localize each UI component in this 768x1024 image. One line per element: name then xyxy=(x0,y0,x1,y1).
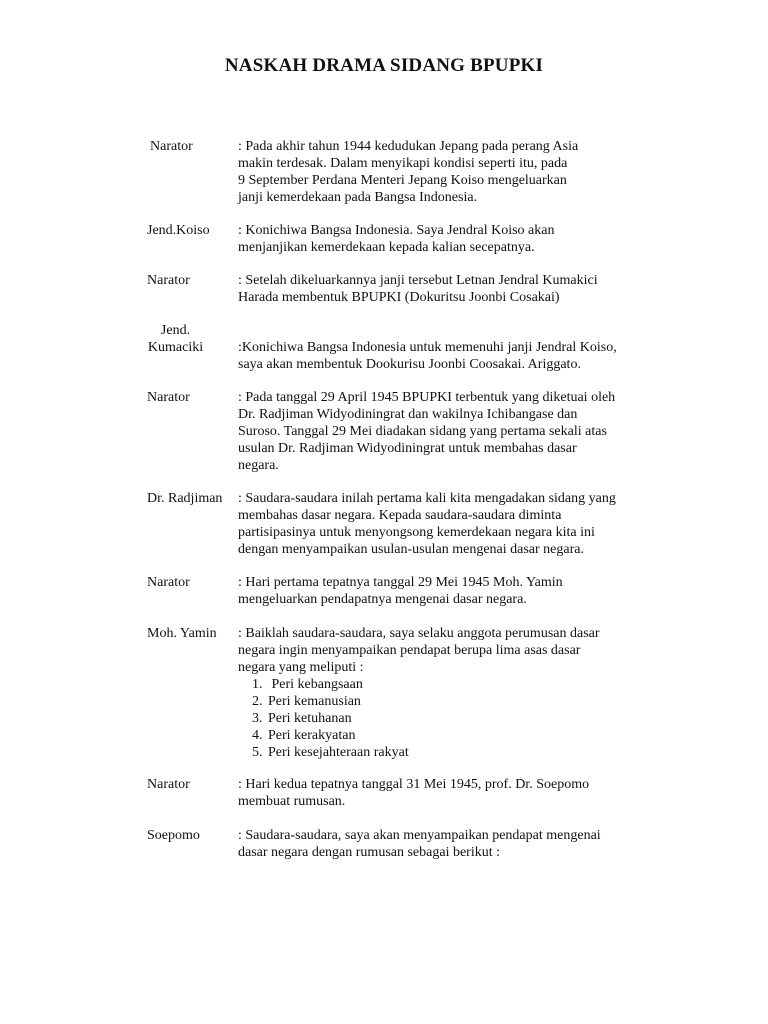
dialogue-text xyxy=(238,138,678,206)
dialogue-line: : Pada akhir tahun 1944 kedudukan Jepang pada perang Asia xyxy=(238,139,579,154)
dialogue-text xyxy=(238,272,678,306)
dialogue-text xyxy=(238,339,678,373)
dialogue-line: : Saudara-saudara inilah pertama kali kita mengadakan sidang yang xyxy=(238,491,616,506)
dialogue-line: Suroso. Tanggal 29 Mei diadakan sidang yang pertama sekali atas xyxy=(238,424,607,439)
dialogue-line: negara yang meliputi : xyxy=(238,660,364,675)
dialogue-text xyxy=(238,222,678,256)
list-item: 2. Peri kemanusian xyxy=(252,694,361,709)
dialogue-line: negara ingin menyampaikan pendapat berupa lima asas dasar xyxy=(238,643,581,658)
speaker-name: Narator xyxy=(147,390,190,405)
speaker-name: Moh. Yamin xyxy=(147,626,217,641)
dialogue-line: : Baiklah saudara-saudara, saya selaku anggota perumusan dasar xyxy=(238,626,600,641)
speaker-name: Dr. Radjiman xyxy=(147,491,223,506)
dialogue-text xyxy=(238,574,678,608)
dialogue-line: negara. xyxy=(238,458,279,473)
dialogue-line: : Hari pertama tepatnya tanggal 29 Mei 1945 Moh. Yamin xyxy=(238,575,563,590)
speaker-name-line: Jend. xyxy=(160,323,191,338)
dialogue-line: menjanjikan kemerdekaan kepada kalian secepatnya. xyxy=(238,240,535,255)
page-title: NASKAH DRAMA SIDANG BPUPKI xyxy=(224,55,544,76)
dialogue-line: janji kemerdekaan pada Bangsa Indonesia. xyxy=(238,190,478,205)
dialogue-text xyxy=(238,827,678,861)
speaker-name: Jend.Koiso xyxy=(147,223,210,238)
dialogue-line: Harada membentuk BPUPKI (Dokuritsu Joonbi Cosakai) xyxy=(238,290,560,305)
dialogue-line: usulan Dr. Radjiman Widyodiningrat untuk membahas dasar xyxy=(238,441,577,456)
speaker-name: Narator xyxy=(147,777,190,792)
list-item: 3. Peri ketuhanan xyxy=(252,711,352,726)
dialogue-line: membahas dasar negara. Kepada saudara-saudara diminta xyxy=(238,508,562,523)
dialogue-line: : Saudara-saudara, saya akan menyampaikan pendapat mengenai xyxy=(238,828,601,843)
list-item: 5. Peri kesejahteraan rakyat xyxy=(252,745,409,760)
principles-list xyxy=(238,676,678,761)
speaker-name: Narator xyxy=(150,139,193,154)
dialogue-line: dengan menyampaikan usulan-usulan mengenai dasar negara. xyxy=(238,542,584,557)
dialogue-line: : Setelah dikeluarkannya janji tersebut Letnan Jendral Kumakici xyxy=(238,273,598,288)
speaker-name: Narator xyxy=(147,575,190,590)
dialogue-line: :Konichiwa Bangsa Indonesia untuk memenuhi janji Jendral Koiso, xyxy=(238,340,617,355)
speaker-name: Narator xyxy=(147,273,190,288)
dialogue-line: : Konichiwa Bangsa Indonesia. Saya Jendral Koiso akan xyxy=(238,223,555,238)
dialogue-line: mengeluarkan pendapatnya mengenai dasar negara. xyxy=(238,592,527,607)
speaker-name-line: Kumaciki xyxy=(147,340,204,355)
dialogue-text xyxy=(238,625,678,761)
dialogue-line: dasar negara dengan rumusan sebagai berikut : xyxy=(238,845,501,860)
dialogue-line: membuat rumusan. xyxy=(238,794,346,809)
dialogue-line: : Pada tanggal 29 April 1945 BPUPKI terbentuk yang diketuai oleh xyxy=(238,390,616,405)
speaker-name xyxy=(118,322,233,356)
dialogue-text xyxy=(238,389,678,474)
dialogue-line: Dr. Radjiman Widyodiningrat dan wakilnya Ichibangase dan xyxy=(238,407,578,422)
dialogue-line: saya akan membentuk Dookurisu Joonbi Coosakai. Ariggato. xyxy=(238,357,581,372)
dialogue-line: 9 September Perdana Menteri Jepang Koiso mengeluarkan xyxy=(238,173,567,188)
list-item: 4. Peri kerakyatan xyxy=(252,728,356,743)
list-item: 1. Peri kebangsaan xyxy=(252,677,363,692)
dialogue-text xyxy=(238,490,678,558)
dialogue-line: : Hari kedua tepatnya tanggal 31 Mei 1945, prof. Dr. Soepomo xyxy=(238,777,590,792)
dialogue-text xyxy=(238,776,678,810)
speaker-name: Soepomo xyxy=(147,828,200,843)
dialogue-line: makin terdesak. Dalam menyikapi kondisi seperti itu, pada xyxy=(238,156,568,171)
dialogue-line: partisipasinya untuk menyongsong kemerdekaan negara kita ini xyxy=(238,525,595,540)
